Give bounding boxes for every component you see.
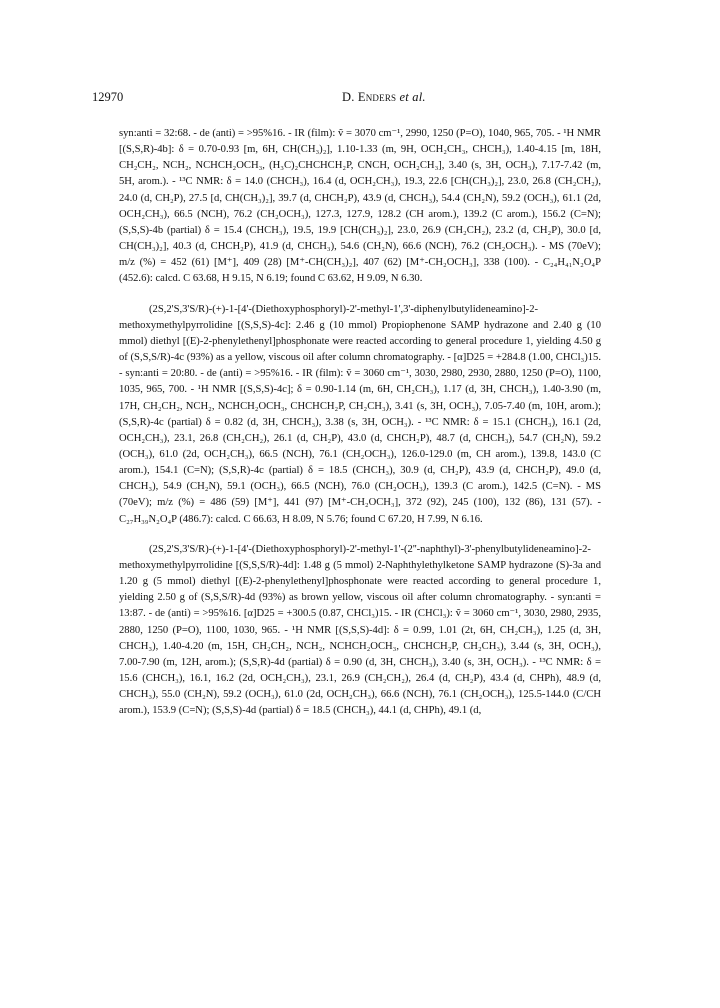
running-head — [342, 90, 426, 105]
paragraph-4b-data: syn:anti = 32:68. - de (anti) = >95%16. - IR (film): ṽ = 3070 cm⁻¹, 2990, 1250 (P=O), 1040, 965, 705. - ¹H NMR [(S,S,R)-4b]: δ = 0.70-0.93 [m, 6H, CH(CH₃)₂], 1.10-1.33 (m, 9H, OCH₂CH₃, CHCH₃), 1.40-4.15 [m, 18H, CH₂CH₂, NCH₂, NCHCH₂OCH₃, (H₃C)₂CHCHCH₂P, CNCH, OCH₂CH₃], 3.40 (s, 3H, OCH₃), 7.17-7.42 (m, 5H, arom.). - ¹³C NMR: δ = 14.0 (CHCH₃), 16.4 (d, OCH₂CH₃), 19.3, 22.6 [CH(CH₃)₂], 23.0, 26.8 (CH₂CH₂), 24.0 (d, CH₂P), 27.5 [d, CH(CH₃)₂], 39.7 (d, CHCH₂P), 43.9 (d, CHCH₃), 54.4 (CH₂N), 59.2 (OCH₃), 61.1 (2d, OCH₂CH₃), 66.5 (NCH), 76.2 (CH₂OCH₃), 127.3, 127.9, 128.2 (CH arom.), 139.2 (C arom.), 156.2 (C=N); (S,S,S)-4b (partial) δ = 15.4 (CHCH₃), 19.5, 19.9 [CH(CH₃)₂], 23.0, 26.9 (CH₂CH₂), 23.2 (d, CH₂P), 30.0 [d, CH(CH₃)₂], 40.3 (d, CHCH₂P), 41.9 (d, CHCH₃), 54.6 (CH₂N), 66.6 (NCH), 76.2 (CH₂OCH₃). - MS (70eV); m/z (%) = 452 (61) [M⁺], 409 (28) [M⁺-CH(CH₃)₂], 407 (62) [M⁺-CH₂OCH₃], 338 (100). - C₂₄H₄₁N₂O₄P (452.6): calcd. C 63.68, H 9.15, N 6.19; found C 63.62, H 9.09, N 6.30. — [119, 128, 601, 285]
page-header — [92, 90, 628, 110]
running-head-author: D. E — [342, 90, 366, 104]
paragraph-4c-experimental: (2S,2'S,3'S/R)-(+)-1-[4'-(Diethoxyphosphoryl)-2'-methyl-1',3'-diphenylbutylideneamino]-2-methoxymethylpyrrolidine [(S,S,S)-4c]: 2.46 g (10 mmol) Propiophenone SAMP hydrazone and 2.40 g (10 mmol) diethyl [(E)-2-phenylethenyl]phosphonate were reacted according to general procedure 1, yielding 4.50 g of (S,S,S/R)-4c (93%) as a yellow, viscous oil after column chromatography. - [α]D25 = +284.8 (1.00, CHCl₃)15. - syn:anti = 20:80. - de (anti) = >95%16. - IR (film): ṽ = 3060 cm⁻¹, 3030, 2980, 2930, 2880, 1250 (P=O), 1100, 1035, 965, 700. - ¹H NMR [(S,S,S)-4c]; δ = 0.90-1.14 (m, 6H, CH₂CH₃), 1.17 (d, 3H, CHCH₃), 1.40-3.90 (m, 17H, CH₂CH₂, NCH₂, NCHCH₂OCH₃, CHCHCH₂P, CH₂CH₃), 3.41 (s, 3H, OCH₃), 7.05-7.40 (m, 10H, arom.); (S,S,R)-4c (partial) δ = 0.82 (d, 3H, CHCH₃), 3.38 (s, 3H, OCH₃). - ¹³C NMR: δ = 15.1 (CHCH₃), 16.1 (2d, OCH₂CH₃), 23.1, 26.8 (CH₂CH₂), 26.1 (d, CH₂P), 43.0 (d, CHCH₂P), 48.7 (d, CHCH₃), 54.7 (CH₂N), 59.2 (OCH₃), 61.0 (2d, OCH₂CH₃), 66.5 (NCH), 76.1 (CH₂OCH₃), 126.0-129.0 (m, CH arom.), 139.8, 143.0 (C arom.), 154.1 (C=N); (S,S,R)-4c (partial) δ = 18.5 (CHCH₃), 30.9 (d, CH₂P), 43.9 (d, CHCH₂P), 49.0 (d, CHCH₃), 54.9 (CH₂N), 59.1 (OCH₃), 66.5 (NCH), 76.0 (CH₂OCH₃), 139.3 (C arom.), 142.5 (C=N). - MS (70eV); m/z (%) = 486 (59) [M⁺], 441 (97) [M⁺-CH₂OCH₃], 372 (92), 245 (100), 132 (86), 131 (57). - C₂₇H₃₉N₂O₄P (486.7): calcd. C 66.63, H 8.09, N 5.76; found C 67.20, H 7.99, N 6.16. — [119, 303, 601, 525]
page-number: 12970 — [92, 90, 124, 104]
running-head-author-smallcaps: nders — [365, 90, 397, 104]
paragraph-4d-experimental: (2S,2'S,3'S/R)-(+)-1-[4'-(Diethoxyphosphoryl)-2'-methyl-1'-(2''-naphthyl)-3'-phenylbutylideneamino]-2-methoxymethylpyrrolidine [(S,S,S/R)-4d]: 1.48 g (5 mmol) 2-Naphthylethylketone SAMP hydrazone (S)-3a and 1.20 g (5 mmol) diethyl [(E)-2-phenylethenyl]phosphonate were reacted according to general procedure 1, yielding 2.50 g of (S,S,S/R)-4d (93%) as brown yellow, viscous oil after column chromatography. - syn:anti = 13:87. - de (anti) = >95%16. [α]D25 = +300.5 (0.87, CHCl₃)15. - IR (CHCl₃): ṽ = 3060 cm⁻¹, 3030, 2980, 2935, 2880, 1250 (P=O), 1100, 1030, 965. - ¹H NMR [(S,S,S)-4d]: δ = 0.99, 1.01 (2t, 6H, CH₂CH₃), 1.25 (d, 3H, CHCH₃), 1.40-4.20 (m, 15H, CH₂CH₂, NCH₂, NCHCH₂OCH₃, CHCHCH₂P, CH₂CH₃), 3.44 (s, 3H, OCH₃), 7.00-7.90 (m, 12H, arom.); (S,S,R)-4d (partial) δ = 0.90 (d, 3H, CHCH₃), 3.40 (s, 3H, OCH₃). - ¹³C NMR: δ = 15.6 (CHCH₃), 16.1, 16.2 (2d, OCH₂CH₃), 23.1, 26.9 (CH₂CH₂), 26.4 (d, CH₂P), 43.4 (d, CHPh), 48.9 (d, CHCH₃), 55.0 (CH₂N), 59.2 (OCH₃), 61.0 (2d, OCH₂CH₃), 66.6 (NCH), 76.1 (CH₂OCH₃), 125.5-144.0 (C/CH arom.), 153.9 (C=N); (S,S,S)-4d (partial) δ = 18.5 (CHCH₃), 44.1 (d, CHPh), 49.1 (d, — [119, 543, 601, 717]
running-head-etal: et al. — [396, 90, 426, 104]
body-text — [119, 126, 601, 719]
